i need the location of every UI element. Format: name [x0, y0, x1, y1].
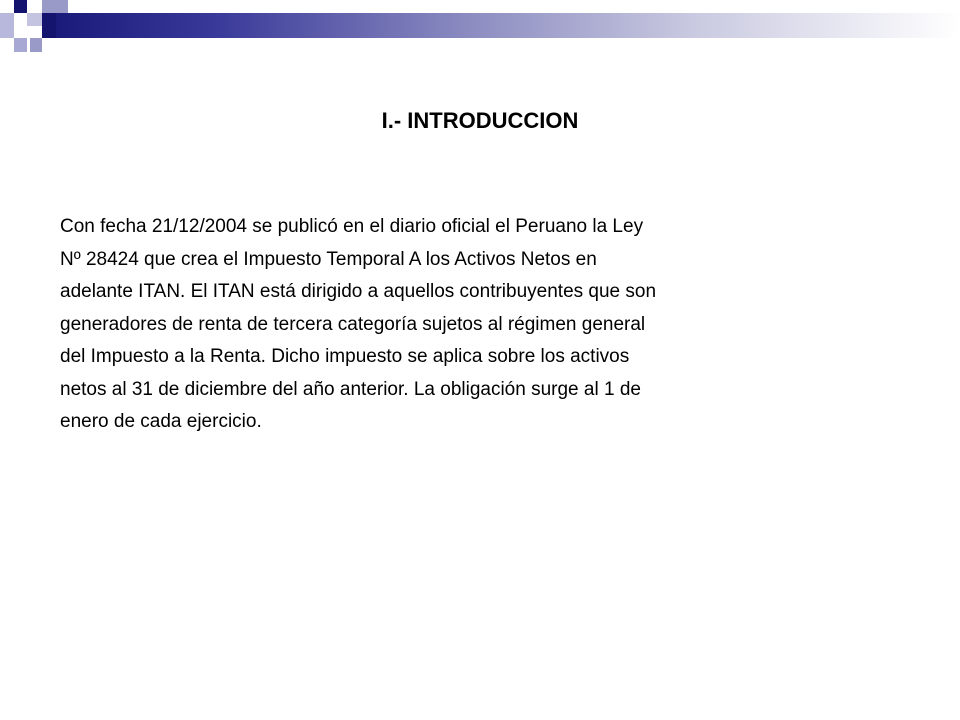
paragraph-line: del Impuesto a la Renta. Dicho impuesto se aplica sobre los activos	[60, 346, 630, 367]
decor-square-navy-mid	[42, 13, 56, 38]
decor-square-light-left	[0, 13, 14, 38]
decor-square-light-mid	[27, 13, 42, 26]
paragraph-line: netos al 31 de diciembre del año anterior. La obligación surge al 1 de	[60, 378, 641, 400]
paragraph-line: enero de cada ejercicio.	[60, 411, 262, 432]
header-gradient-band	[56, 13, 960, 38]
slide-title: I.- INTRODUCCION	[381, 108, 579, 133]
decor-square-gap	[14, 26, 42, 38]
decor-square-navy-top	[14, 0, 27, 13]
paragraph-line: Nº 28424 que crea el Impuesto Temporal A los Activos Netos en	[60, 248, 597, 270]
decor-square-light-bottom-2	[30, 38, 42, 52]
paragraph-line: Con fecha 21/12/2004 se publicó en el diario oficial el Peruano la Ley	[60, 216, 644, 237]
paragraph-line: generadores de renta de tercera categoría sujetos al régimen general	[60, 313, 646, 335]
paragraph-line: adelante ITAN. El ITAN está dirigido a aquellos contribuyentes que son	[60, 281, 657, 302]
decor-square-light-bottom	[14, 38, 27, 52]
intro-paragraph	[60, 211, 820, 439]
decor-square-light-top	[42, 0, 68, 13]
